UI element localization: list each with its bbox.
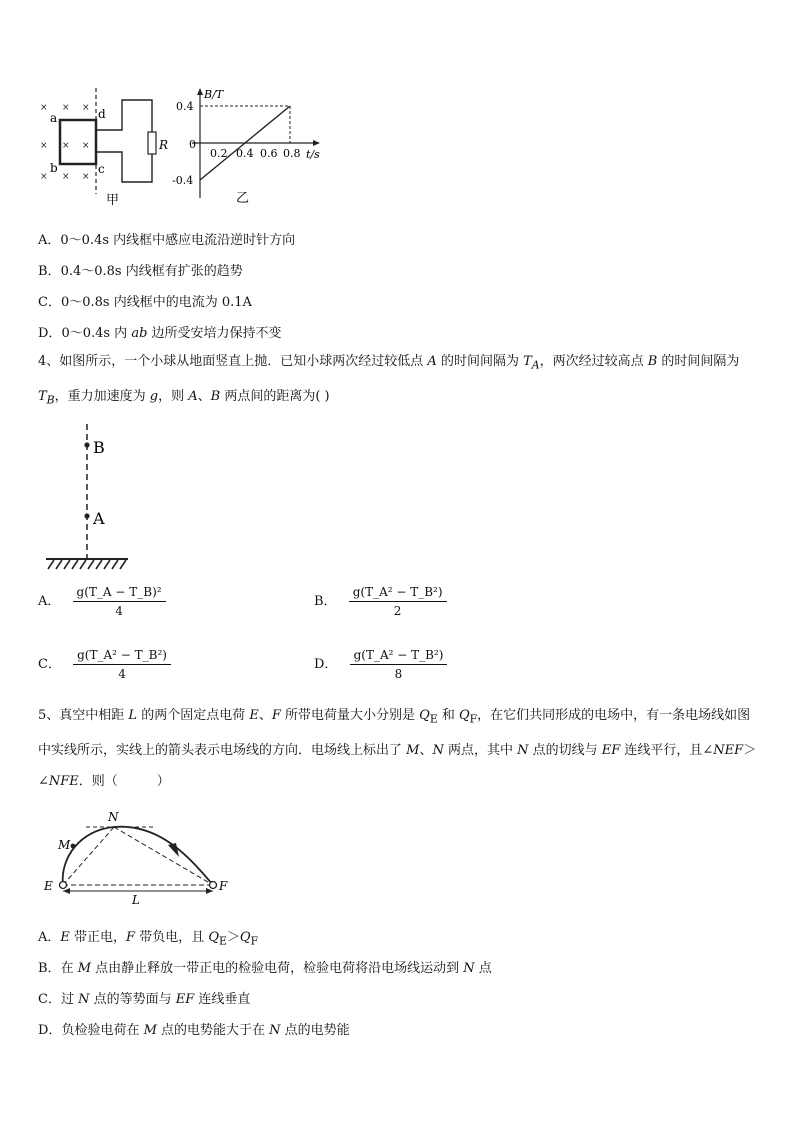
figure-jia <box>30 86 170 211</box>
fraction-numerator: g(T_A − T_B)² <box>73 585 166 602</box>
q5-option-a[interactable] <box>38 926 258 948</box>
x-axis-arrow <box>313 140 320 146</box>
point-a <box>84 513 89 518</box>
svg-text:×: × <box>62 103 70 113</box>
q4-stem: 4、如图所示，一个小球从地面竖直上抛．已知小球两次经过较低点 A 的时间间隔为 $T_A$，两次经过较高点 B 的时间间隔为 $T_B$，重力加速度为 g，则 A、B 两点间的距离为( ) <box>38 354 740 407</box>
q4-option-a[interactable] <box>38 585 166 618</box>
x-axis-label: t/s <box>306 148 320 161</box>
resistor <box>148 132 156 154</box>
charge-e <box>60 882 67 889</box>
q4-option-b[interactable] <box>314 585 447 618</box>
ytick-0.4: 0.4 <box>176 100 194 113</box>
option-text: E 带正电，F 带负电，且 $Q_E>Q_F$ <box>60 930 259 948</box>
q3-option-c[interactable] <box>38 291 252 310</box>
q3-option-a[interactable] <box>38 229 295 248</box>
option-text: 负检验电荷在 M 点的电势能大于在 N 点的电势能 <box>61 1023 350 1038</box>
svg-text:×: × <box>62 141 70 151</box>
q4-option-c[interactable] <box>38 648 171 681</box>
xtick-0.4: 0.4 <box>236 147 254 160</box>
label-e: E <box>44 879 53 893</box>
option-letter: A． <box>38 594 61 609</box>
label-a: A <box>93 509 105 528</box>
label-m: M <box>58 838 71 852</box>
line-nf <box>114 827 213 885</box>
option-text: 0～0.8s 内线框中的电流为 0.1A <box>60 295 252 310</box>
question-number: 4、 <box>38 354 60 369</box>
xtick-0.2: 0.2 <box>210 147 228 160</box>
fraction-numerator: g(T_A² − T_B²) <box>350 648 448 665</box>
fraction <box>73 585 166 618</box>
label-b: B <box>93 438 105 457</box>
option-text: 0.4～0.8s 内线框有扩张的趋势 <box>60 264 243 279</box>
option-letter: D． <box>38 1023 62 1038</box>
fraction-denominator: 4 <box>115 604 123 618</box>
field-line <box>63 827 213 885</box>
point-m <box>71 844 76 849</box>
point-b <box>84 442 89 447</box>
xtick-0.6: 0.6 <box>260 147 278 160</box>
label-l: L <box>132 893 140 907</box>
option-letter: B． <box>38 264 61 279</box>
label-c: c <box>98 162 105 176</box>
fraction <box>73 648 171 681</box>
option-letter: A． <box>38 930 61 945</box>
ytick--0.4: -0.4 <box>172 174 194 187</box>
option-letter: D． <box>38 326 62 341</box>
ground-hatch <box>48 560 126 569</box>
option-letter: A． <box>38 233 61 248</box>
question-number: 5、 <box>38 708 60 723</box>
label-n: N <box>108 810 119 824</box>
figure-yi <box>170 86 330 211</box>
option-letter: B． <box>314 594 337 609</box>
q4-figure <box>40 418 140 578</box>
q5-figure <box>40 808 240 908</box>
svg-text:×: × <box>82 172 90 182</box>
label-d: d <box>98 107 106 121</box>
fraction-numerator: g(T_A² − T_B²) <box>349 585 447 602</box>
label-R: R <box>159 138 169 152</box>
q3-option-d[interactable] <box>38 322 282 341</box>
option-letter: C． <box>38 295 61 310</box>
svg-text:×: × <box>40 172 48 182</box>
magnetic-field-crosses <box>40 103 90 182</box>
svg-text:×: × <box>62 172 70 182</box>
fraction-denominator: 2 <box>393 604 402 618</box>
q5-option-d[interactable] <box>38 1019 350 1038</box>
option-text: 过 N 点的等势面与 EF 连线垂直 <box>60 992 251 1007</box>
label-f: F <box>219 879 228 893</box>
y-axis-arrow <box>197 88 203 95</box>
option-letter: D． <box>314 657 338 672</box>
option-text: 0～0.4s 内线框中感应电流沿逆时针方向 <box>60 233 296 248</box>
option-letter: C． <box>38 992 61 1007</box>
fraction <box>350 648 448 681</box>
svg-text:×: × <box>82 103 90 113</box>
field-direction-arrow <box>168 843 179 857</box>
label-b: b <box>50 161 58 175</box>
svg-text:×: × <box>82 141 90 151</box>
label-a: a <box>50 111 58 125</box>
q5-stem: 5、真空中相距 L 的两个固定点电荷 E、F 所带电荷量大小分别是 $Q_E$ 和 $Q_F$，在它们共同形成的电场中，有一条电场线如图中实线所示，实线上的箭头表示电场线的方向．电场线上标出了 M、N 两点，其中 N 点的切线与 EF 连线平行，且∠NEF＞∠NFE．则（ ） <box>38 708 757 789</box>
origin-label: 0 <box>189 138 196 151</box>
q4-option-d[interactable] <box>314 648 447 681</box>
q3-option-b[interactable] <box>38 260 243 279</box>
option-text: 0～0.4s 内 ab 边所受安培力保持不变 <box>61 326 282 341</box>
q5-option-c[interactable] <box>38 988 250 1007</box>
xtick-0.8: 0.8 <box>283 147 301 160</box>
option-letter: B． <box>38 961 61 976</box>
fraction <box>349 585 447 618</box>
q5-option-b[interactable] <box>38 957 492 976</box>
caption-yi: 乙 <box>236 191 250 206</box>
svg-text:×: × <box>40 103 48 113</box>
charge-f <box>210 882 217 889</box>
svg-text:×: × <box>40 141 48 151</box>
caption-jia: 甲 <box>106 193 120 208</box>
option-text: 在 M 点由静止释放一带正电的检验电荷，检验电荷将沿电场线运动到 N 点 <box>60 961 492 976</box>
fraction-denominator: 8 <box>394 667 403 681</box>
fraction-denominator: 4 <box>118 667 126 681</box>
fraction-numerator: g(T_A² − T_B²) <box>73 648 171 665</box>
option-letter: C． <box>38 657 61 672</box>
y-axis-label: B/T <box>204 88 224 101</box>
